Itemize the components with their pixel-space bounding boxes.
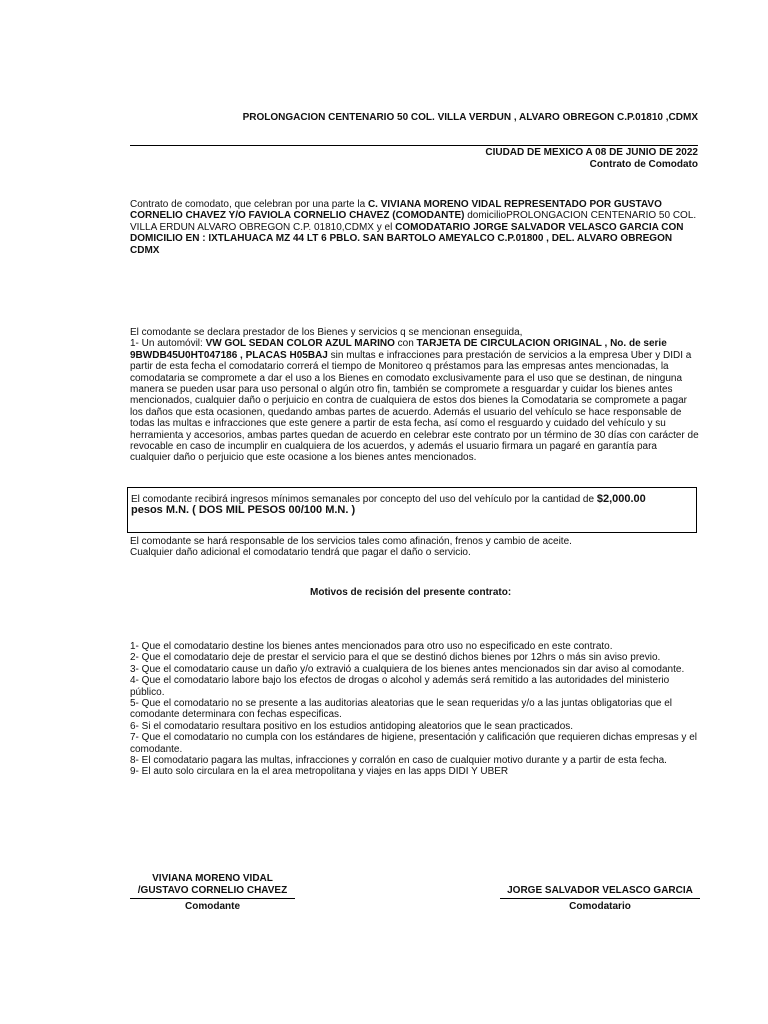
header-address: PROLONGACION CENTENARIO 50 COL. VILLA VERDUN , ALVARO OBREGON C.P.01810 ,CDMX — [242, 112, 698, 123]
intro-paragraph — [130, 199, 700, 256]
signature-left-name-2: /GUSTAVO CORNELIO CHAVEZ — [137, 885, 288, 896]
after-box-lines — [130, 536, 700, 559]
income-amount: $2,000.00 — [596, 493, 646, 505]
vehicle-name: VW GOL SEDAN COLOR AZUL MARINO — [205, 338, 395, 350]
body-line-1: El comodante se declara prestador de los Bienes y servicios q se mencionan enseguida, — [130, 327, 523, 338]
clause-text: sin multas e infracciones para prestación de servicios a la empresa Uber y DIDI a partir de esta fecha el comodatario correrá el tiempo de Monitoreo q préstamos para las empresas antes mencionadas, la comodataria se compromete a dar el uso a los Bienes en comodato exclusivamente para el uso que se destinan, de ninguna manera se pueden usar para uso personal o algún otro fin, también se compromete a resguardar y cuidar los bienes antes mencionados, cualquier daño o perjuicio en contra de cualquiera de estos dos bienes la Comodataria se compromete a pagar los daños que esta ocasionen, quedando ambas partes de acuerdo. Además el usuario del vehículo se hace responsable de todas las multas e infracciones que este genere a partir de esta fecha, así como el resguardo y cuidado del vehículo y su herramienta y accesorios, ambas partes quedan de acuerdo en celebrar este contrato por un término de 30 días con carácter de revocable en caso de incumplir en cualquiera de los acuerdos, y además el usuario firmara un pagaré en garantía para cualquier daño o perjuicio que este ocasione a los bienes antes mencionados. — [130, 349, 699, 464]
signature-right-line — [500, 898, 700, 899]
motive-item: 8- El comodatario pagara las multas, infracciones y corralón en caso de cualquier motivo durante y a partir de esta fecha. — [130, 755, 667, 767]
contract-title: Contrato de Comodato — [589, 159, 698, 170]
motive-item: 3- Que el comodatario cause un daño y/o extravió a cualquiera de los bienes antes mencionados sin dar aviso al comodante. — [130, 663, 685, 675]
motives-heading: Motivos de recisión del presente contrato: — [310, 587, 512, 598]
signature-right-role: Comodatario — [569, 901, 631, 912]
comodatario-party: COMODATARIO JORGE SALVADOR VELASCO GARCIA CON DOMICILIO EN : IXTLAHUACA MZ 44 LT 6 PBLO. SAN BARTOLO AMEYALCO C.P.01800 , DEL. ALVARO OBREGON CDMX — [130, 221, 684, 256]
income-box — [127, 487, 697, 533]
comodante-parties: C. VIVIANA MORENO VIDAL REPRESENTADO POR GUSTAVO CORNELIO CHAVEZ Y/O FAVIOLA CORNELIO CHAVEZ (COMODANTE) — [130, 199, 662, 222]
motive-item: 5- Que el comodatario no se presente a las auditorias aleatorias que le sean requeridas y/o a las juntas obligatorias que el comodante determinara con fechas especificas. — [130, 698, 672, 721]
services-line: El comodante se hará responsable de los servicios tales como afinación, frenos y cambio de aceite. — [130, 536, 572, 547]
signature-right-name: JORGE SALVADOR VELASCO GARCIA — [507, 885, 693, 896]
body-paragraph — [130, 327, 700, 464]
motive-item: 1- Que el comodatario destine los bienes antes mencionados para otro uso no especificado en este contrato. — [130, 641, 613, 652]
motives-list — [130, 641, 700, 778]
clause-prefix: 1- Un automóvil: — [130, 338, 206, 350]
damage-line: Cualquier daño adicional el comodatario tendrá que pagar el daño o servicio. — [130, 547, 471, 559]
signature-left-line — [130, 898, 295, 899]
motive-item: 4- Que el comodatario labore bajo los efectos de drogas o alcohol y además será remitido a las autoridades del ministerio público. — [130, 675, 670, 698]
signature-left-name-1: VIVIANA MORENO VIDAL — [152, 873, 273, 884]
intro-text-1: Contrato de comodato, que celebran por una parte la — [130, 199, 368, 210]
body-clause-1 — [130, 338, 700, 463]
signature-left-role: Comodante — [185, 901, 240, 912]
motive-item: 9- El auto solo circulara en la el area metropolitana y viajes en las apps DIDI Y UBER — [130, 766, 509, 778]
clause-con: con — [394, 338, 417, 350]
motive-item: 6- Si el comodatario resultara positivo en los estudios antidoping aleatorios que le sean practicados. — [130, 720, 574, 732]
header-divider — [130, 145, 698, 146]
contract-date: CIUDAD DE MEXICO A 08 DE JUNIO DE 2022 — [485, 147, 698, 158]
motive-item: 2- Que el comodatario deje de prestar el servicio para el que se destinó dichos bienes por 12hrs o más sin aviso previo. — [130, 652, 661, 664]
intro-text-2: domicilioPROLONGACION CENTENARIO 50 COL. VILLA ERDUN ALVARO OBREGON C.P. 01810,CDMX y el — [130, 210, 697, 233]
motive-item: 7- Que el comodatario no cumpla con los estándares de higiene, presentación y calificación que requieren dichas empresas y el comodante. — [130, 732, 697, 755]
income-amount-words: pesos M.N. ( DOS MIL PESOS 00/100 M.N. ) — [131, 504, 356, 517]
income-text: El comodante recibirá ingresos mínimos semanales por concepto del uso del vehículo por la cantidad de — [131, 494, 597, 505]
vehicle-docs: TARJETA DE CIRCULACION ORIGINAL , No. de serie 9BWDB45U0HT047186 , PLACAS H05BAJ — [130, 338, 667, 361]
